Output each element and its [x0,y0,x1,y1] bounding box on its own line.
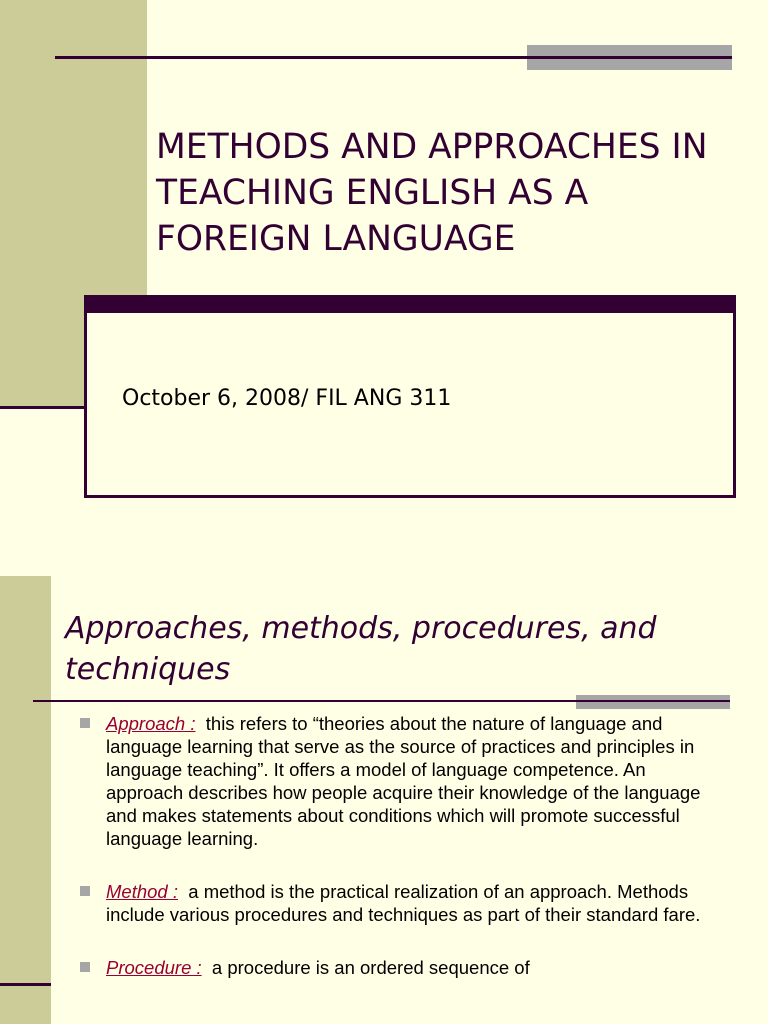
slide-heading: Approaches, methods, procedures, and techniques [65,611,657,687]
gray-bar-divider [527,56,732,59]
left-sidebar-band [0,576,51,1024]
definition-text: a method is the practical realization of an approach. Methods include various procedures and techniques as part of their standard fare. [106,881,701,925]
slide-title: METHODS AND APPROACHES IN TEACHING ENGLISH AS A FOREIGN LANGUAGE [156,127,708,259]
sidebar-divider [0,983,51,986]
definition-text: this refers to “theories about the nature of language and language learning that serve as the source of practices and principles in language teaching”. It offers a model of language competence. An approach describes how people acquire their knowledge of the language and makes statements about conditions which will promote successful language learning. [106,713,701,849]
slide-subtitle: October 6, 2008/ FIL ANG 311 [122,386,452,411]
list-item-method [80,880,720,926]
definition-text: a procedure is an ordered sequence of [211,957,530,978]
gray-accent-bar [576,695,730,709]
sidebar-divider [0,406,86,409]
term-method: Method : [106,881,178,902]
square-bullet-icon [80,718,90,728]
term-procedure: Procedure : [106,957,202,978]
subtitle-box-header-band [87,298,733,313]
definition-list [80,712,720,1009]
list-item-procedure [80,956,720,979]
square-bullet-icon [80,886,90,896]
list-item-approach [80,712,720,850]
content-slide [0,576,768,1024]
term-approach: Approach : [106,713,196,734]
square-bullet-icon [80,962,90,972]
gray-bar-divider [576,700,730,702]
